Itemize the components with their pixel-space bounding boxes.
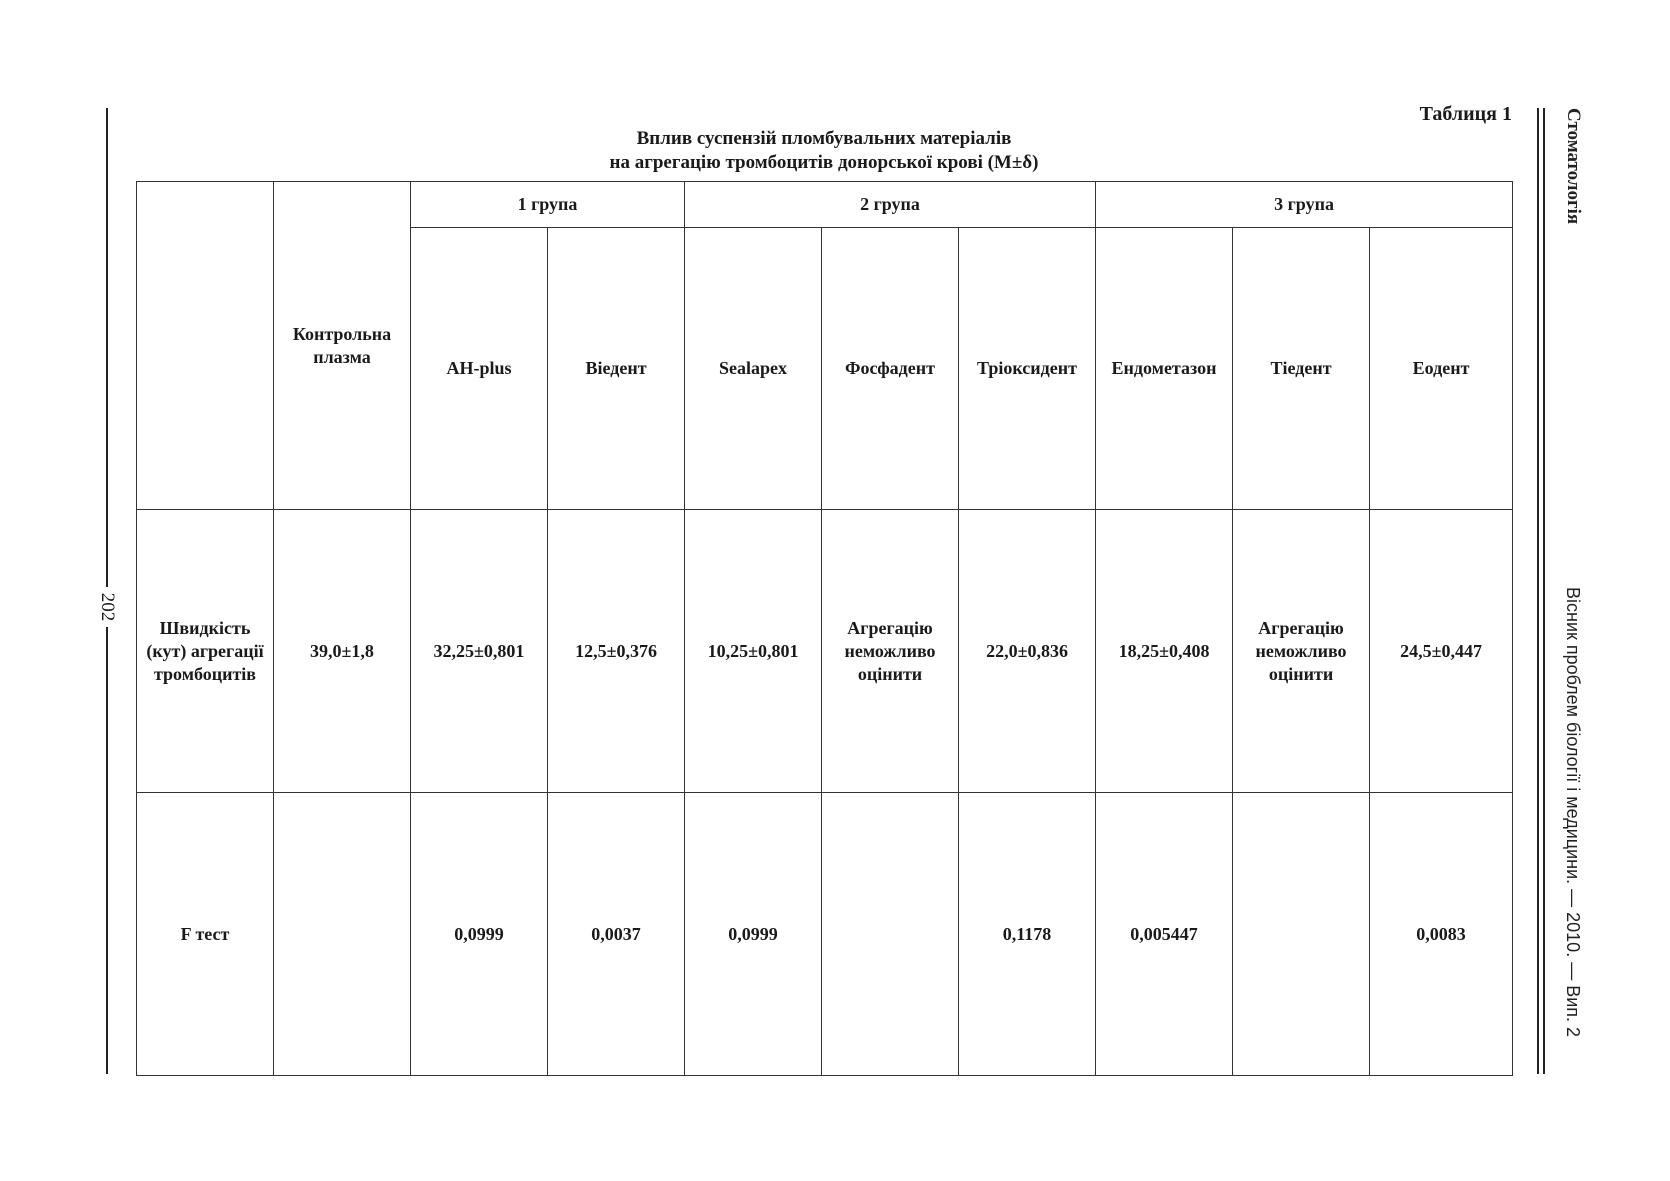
table-cell: Агрегацію неможливо оцінити — [822, 510, 959, 793]
page-number: 202 — [95, 587, 119, 627]
header-group-2: 2 група — [685, 182, 1096, 228]
header-material: Еодент — [1370, 228, 1513, 510]
table-label: Таблиця 1 — [1419, 103, 1512, 125]
header-group-1: 1 група — [411, 182, 685, 228]
header-material: Sealapex — [685, 228, 822, 510]
corner-cell — [137, 182, 274, 510]
table-cell — [274, 793, 411, 1076]
header-material: Фосфадент — [822, 228, 959, 510]
header-material: Тріоксидент — [959, 228, 1096, 510]
header-material: AH-plus — [411, 228, 548, 510]
table-cell: 12,5±0,376 — [548, 510, 685, 793]
table-cell: 0,0999 — [685, 793, 822, 1076]
header-group-3: 3 група — [1096, 182, 1513, 228]
table-caption-line-2: на агрегацію тромбоцитів донорської крові (M±δ) — [609, 152, 1039, 173]
table-cell: 18,25±0,408 — [1096, 510, 1233, 793]
table-row — [137, 793, 1513, 1076]
data-table — [136, 181, 1513, 1076]
header-material: Тіедент — [1233, 228, 1370, 510]
table-cell: 22,0±0,836 — [959, 510, 1096, 793]
table-cell: 32,25±0,801 — [411, 510, 548, 793]
running-section-title: Стоматологія — [1563, 108, 1584, 225]
header-material: Віедент — [548, 228, 685, 510]
running-journal-title: Вісник проблем біології і медицини. — 2010. — Вип. 2 — [1563, 587, 1583, 1038]
table-row — [137, 510, 1513, 793]
right-margin-rule — [1537, 108, 1539, 1074]
table-row — [137, 182, 1513, 228]
table-cell: 24,5±0,447 — [1370, 510, 1513, 793]
row-label: Швидкість (кут) агрегації тромбоцитів — [137, 510, 274, 793]
row-label: F тест — [137, 793, 274, 1076]
table-cell: 0,0083 — [1370, 793, 1513, 1076]
table-caption — [136, 127, 1512, 175]
right-margin-rule-inner — [1543, 108, 1545, 1074]
table-cell: 39,0±1,8 — [274, 510, 411, 793]
table-cell: 10,25±0,801 — [685, 510, 822, 793]
table-cell: 0,0037 — [548, 793, 685, 1076]
table-cell: Агрегацію неможливо оцінити — [1233, 510, 1370, 793]
header-material: Ендометазон — [1096, 228, 1233, 510]
table-cell: 0,1178 — [959, 793, 1096, 1076]
table-caption-line-1: Вплив суспензій пломбувальних матеріалів — [636, 128, 1012, 149]
table-cell — [1233, 793, 1370, 1076]
table-cell: 0,0999 — [411, 793, 548, 1076]
header-control-plasma: Контрольна плазма — [274, 182, 411, 510]
table-cell — [822, 793, 959, 1076]
table-cell: 0,005447 — [1096, 793, 1233, 1076]
